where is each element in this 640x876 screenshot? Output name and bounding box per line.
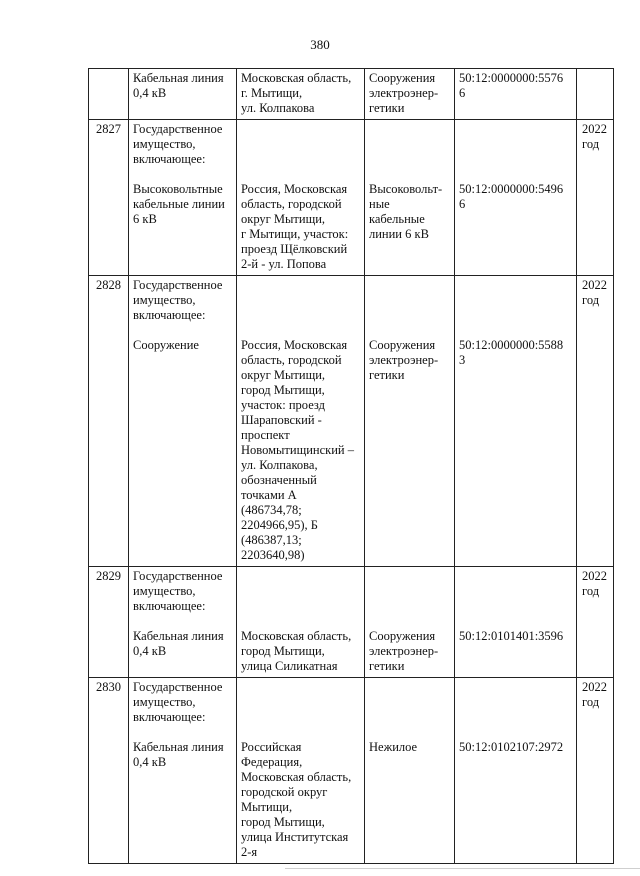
address-block	[241, 629, 360, 674]
address-cell	[237, 276, 365, 567]
cadastral-number-cell	[455, 69, 577, 120]
address-cell	[237, 69, 365, 120]
type-line: гетики	[369, 659, 405, 673]
name-line: имущество,	[133, 584, 196, 598]
type-line: Высоковольт-	[369, 182, 443, 196]
table-row	[89, 276, 614, 567]
type-line: Сооружения	[369, 71, 436, 85]
address-line: город Мытищи,	[241, 644, 325, 658]
type-block	[369, 71, 450, 116]
type-line: Нежилое	[369, 740, 418, 754]
address-line: (486734,78;	[241, 503, 302, 517]
name-line: Государственное	[133, 278, 223, 292]
cadastral-line: 6	[459, 197, 466, 211]
address-line: ул. Колпакова	[241, 101, 315, 115]
name-line: имущество,	[133, 293, 196, 307]
name-block	[133, 71, 232, 101]
cadastral-line: 50:12:0000000:5496	[459, 182, 564, 196]
object-type-cell	[365, 120, 455, 276]
address-line: Московская область,	[241, 71, 352, 85]
year-value: 2022 год	[582, 278, 607, 307]
year-cell	[577, 69, 614, 120]
name-line: 6 кВ	[133, 212, 157, 226]
name-line: имущество,	[133, 137, 196, 151]
cadastral-number-cell	[455, 678, 577, 864]
footer-divider	[285, 868, 640, 869]
address-block	[241, 182, 360, 272]
address-line: область, городской	[241, 353, 342, 367]
name-line: Государственное	[133, 122, 223, 136]
address-line: город Мытищи,	[241, 815, 325, 829]
year-cell	[577, 678, 614, 864]
name-line: 0,4 кВ	[133, 755, 167, 769]
cadastral-line: 3	[459, 353, 466, 367]
address-line: Новомытищинский –	[241, 443, 354, 457]
object-name-cell	[129, 120, 237, 276]
name-line: 0,4 кВ	[133, 644, 167, 658]
address-line: Федерация,	[241, 755, 303, 769]
address-line: точками А	[241, 488, 297, 502]
cadastral-block	[459, 629, 572, 644]
cadastral-line: 50:12:0000000:5588	[459, 338, 564, 352]
address-line: участок: проезд	[241, 398, 325, 412]
name-block	[133, 569, 232, 614]
address-cell	[237, 567, 365, 678]
table-row	[89, 567, 614, 678]
address-block	[241, 71, 360, 116]
name-block	[133, 629, 232, 659]
year-value: 2022 год	[582, 122, 607, 151]
register-body	[89, 69, 614, 864]
address-line: улица Силикатная	[241, 659, 338, 673]
row-number-cell: 2827	[89, 120, 129, 276]
cadastral-block	[459, 338, 572, 368]
address-line: (486387,13;	[241, 533, 302, 547]
year-cell	[577, 120, 614, 276]
address-line: городской округ	[241, 785, 328, 799]
name-line: Кабельная линия	[133, 71, 224, 85]
address-line: Мытищи,	[241, 800, 293, 814]
name-line: Кабельная линия	[133, 629, 224, 643]
type-block	[369, 629, 450, 674]
type-line: электроэнер-	[369, 353, 439, 367]
address-line: Российская	[241, 740, 302, 754]
name-block	[133, 182, 232, 227]
name-line: Сооружение	[133, 338, 199, 352]
cadastral-line: 50:12:0102107:2972	[459, 740, 564, 754]
property-register-table	[88, 68, 614, 864]
address-line: Шараповский -	[241, 413, 322, 427]
type-line: электроэнер-	[369, 644, 439, 658]
address-cell	[237, 120, 365, 276]
address-line: Россия, Московская	[241, 182, 348, 196]
type-block	[369, 338, 450, 383]
row-number-cell: 2829	[89, 567, 129, 678]
name-block	[133, 680, 232, 725]
address-line: округ Мытищи,	[241, 212, 326, 226]
cadastral-line: 50:12:0101401:3596	[459, 629, 564, 643]
cadastral-number-cell	[455, 276, 577, 567]
page-number: 380	[310, 37, 330, 52]
name-line: 0,4 кВ	[133, 86, 167, 100]
type-line: гетики	[369, 368, 405, 382]
year-value: 2022 год	[582, 680, 607, 709]
object-name-cell	[129, 276, 237, 567]
cadastral-block	[459, 182, 572, 212]
address-line: город Мытищи,	[241, 383, 325, 397]
name-block	[133, 278, 232, 323]
row-number-cell: 2828	[89, 276, 129, 567]
name-block	[133, 338, 232, 353]
cadastral-line: 6	[459, 86, 466, 100]
address-line: 2204966,95), Б	[241, 518, 318, 532]
name-line: Государственное	[133, 680, 223, 694]
type-line: кабельные	[369, 212, 425, 226]
address-line: 2-я	[241, 845, 258, 859]
object-type-cell	[365, 69, 455, 120]
name-line: включающее:	[133, 710, 206, 724]
address-block	[241, 740, 360, 860]
name-line: включающее:	[133, 599, 206, 613]
name-line: включающее:	[133, 308, 206, 322]
address-line: проезд Щёлковский	[241, 242, 348, 256]
table-row	[89, 678, 614, 864]
object-name-cell	[129, 69, 237, 120]
type-line: ные	[369, 197, 390, 211]
type-line: Сооружения	[369, 629, 436, 643]
address-line: 2-й - ул. Попова	[241, 257, 327, 271]
table-row	[89, 120, 614, 276]
row-number-cell	[89, 69, 129, 120]
address-cell	[237, 678, 365, 864]
address-line: Россия, Московская	[241, 338, 348, 352]
name-line: включающее:	[133, 152, 206, 166]
name-line: имущество,	[133, 695, 196, 709]
type-line: Сооружения	[369, 338, 436, 352]
cadastral-block	[459, 740, 572, 755]
type-block	[369, 182, 450, 242]
name-block	[133, 740, 232, 770]
cadastral-number-cell	[455, 120, 577, 276]
name-line: Кабельная линия	[133, 740, 224, 754]
address-line: Московская область,	[241, 770, 352, 784]
table-row	[89, 69, 614, 120]
address-line: Московская область,	[241, 629, 352, 643]
address-block	[241, 338, 360, 563]
type-line: линии 6 кВ	[369, 227, 429, 241]
name-line: Государственное	[133, 569, 223, 583]
row-number-cell: 2830	[89, 678, 129, 864]
type-line: электроэнер-	[369, 86, 439, 100]
address-line: улица Институтская	[241, 830, 349, 844]
cadastral-number-cell	[455, 567, 577, 678]
address-line: ул. Колпакова,	[241, 458, 318, 472]
name-line: кабельные линии	[133, 197, 225, 211]
type-line: гетики	[369, 101, 405, 115]
name-block	[133, 122, 232, 167]
year-value: 2022 год	[582, 569, 607, 598]
object-type-cell	[365, 567, 455, 678]
object-type-cell	[365, 276, 455, 567]
year-cell	[577, 567, 614, 678]
address-line: г Мытищи, участок:	[241, 227, 349, 241]
address-line: 2203640,98)	[241, 548, 305, 562]
cadastral-block	[459, 71, 572, 101]
address-line: область, городской	[241, 197, 342, 211]
year-cell	[577, 276, 614, 567]
object-name-cell	[129, 678, 237, 864]
address-line: округ Мытищи,	[241, 368, 326, 382]
address-line: г. Мытищи,	[241, 86, 303, 100]
object-type-cell	[365, 678, 455, 864]
cadastral-line: 50:12:0000000:5576	[459, 71, 564, 85]
object-name-cell	[129, 567, 237, 678]
address-line: проспект	[241, 428, 290, 442]
type-block	[369, 740, 450, 755]
address-line: обозначенный	[241, 473, 317, 487]
name-line: Высоковольтные	[133, 182, 223, 196]
